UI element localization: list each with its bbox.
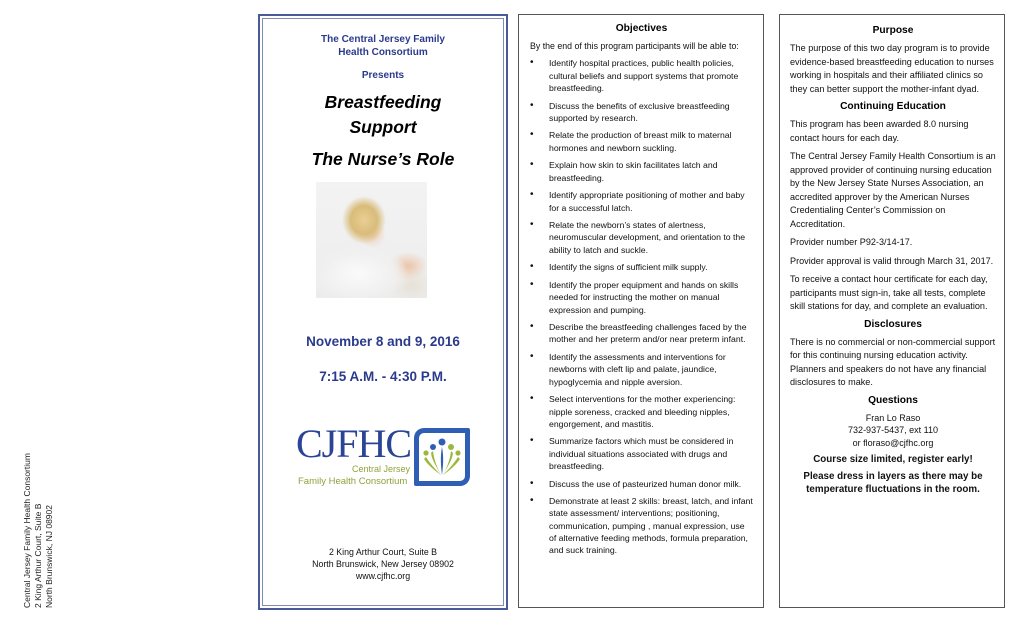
provider-number: Provider number P92-3/14-17. <box>790 237 913 247</box>
objective-item: • Select interventions for the mother experiencing: nipple soreness, cracked and bleeding nipples, engorgement, and mastitis. <box>530 393 753 430</box>
contact-email[interactable]: or floraso@cjfhc.org <box>852 437 934 448</box>
course-size-note: Course size limited, register early! <box>813 454 973 466</box>
logo-subtitle-line2: Family Health Consortium <box>298 476 408 487</box>
mailing-address-line: North Brunswick, NJ 08902 <box>44 505 54 608</box>
info-panel <box>779 14 1005 608</box>
logo-subtitle-line1: Central Jersey <box>351 464 410 474</box>
provider-approval: Provider approval is valid through March 31, 2017. <box>790 255 994 266</box>
dress-layers-note: Please dress in layers as there may be temperature fluctuations in the room. <box>803 471 983 496</box>
questions-heading: Questions <box>868 394 918 406</box>
certificate-requirements: To receive a contact hour certificate for each day, participants must sign-in, take all tests, complete skill stations for day, and complete an evaluation. <box>790 274 988 311</box>
contact-hours-text: This program has been awarded 8.0 nursing contact hours for each day. <box>790 119 969 143</box>
objective-item: • Explain how skin to skin facilitates latch and breastfeeding. <box>530 159 753 184</box>
disclosures-text: There is no commercial or non-commercial support for this continuing nursing education activity. Planners and speakers do not have any financial disclosures to make. <box>790 336 996 387</box>
provider-statement: The Central Jersey Family Health Consortium is an approved provider of continuing nursing education by the New Jersey State Nurses Association, an accredited approver by the American Nurses Credentialing Center’s Commission on Accreditation. <box>790 151 996 229</box>
objectives-intro: By the end of this program participants will be able to: <box>530 41 739 51</box>
purpose-heading: Purpose <box>872 25 914 36</box>
contact-phone[interactable]: 732-937-5437, ext 110 <box>848 425 938 436</box>
mailing-address-line: 2 King Arthur Court, Suite B <box>33 503 43 608</box>
objective-item: • Describe the breastfeeding challenges faced by the mother and her preterm and/or near preterm infant. <box>530 321 753 346</box>
family-figures-icon <box>414 428 470 486</box>
objective-item: • Identify the proper equipment and hands on skills needed for instructing the mother on manual expression and pumping. <box>530 279 753 316</box>
objective-item: • Identify hospital practices, public health policies, cultural beliefs and support systems that promote breastfeeding. <box>530 57 753 94</box>
disclosures-heading: Disclosures <box>864 318 922 330</box>
program-title <box>260 90 506 140</box>
address-line2: North Brunswick, New Jersey 08902 <box>312 559 454 569</box>
contact-info <box>790 412 996 450</box>
program-subtitle: The Nurse’s Role <box>311 149 455 169</box>
objectives-list <box>530 57 753 556</box>
program-title-line1: Breastfeeding <box>324 92 442 112</box>
organization-name-line2: Health Consortium <box>338 47 428 58</box>
objective-item: • Demonstrate at least 2 skills: breast, latch, and infant state assessment/ interventions; positioning, communication, pumping , manual expression, use of alternative feeding methods, formula preparation, and suck training. <box>530 495 753 556</box>
objective-item: • Summarize factors which must be considered in individual situations associated with drugs and breastfeeding. <box>530 435 753 472</box>
objective-item: • Discuss the use of pasteurized human donor milk. <box>530 478 753 490</box>
logo-letters: CJFHC <box>296 421 412 466</box>
continuing-education-heading: Continuing Education <box>840 101 946 112</box>
objective-item: • Relate the newborn’s states of alertness, neuromuscular development, and orientation to the ability to latch and suckle. <box>530 219 753 256</box>
presents-label: Presents <box>361 70 405 81</box>
breastfeeding-photo <box>316 182 427 298</box>
mailing-address-line: Central Jersey Family Health Consortium <box>22 453 32 608</box>
organization-address <box>260 546 506 582</box>
front-cover-panel <box>258 14 508 610</box>
cjfhc-logo <box>296 421 472 488</box>
objective-item: • Identify the signs of sufficient milk supply. <box>530 261 753 273</box>
objective-item: • Discuss the benefits of exclusive breastfeeding supported by research. <box>530 100 753 125</box>
objectives-heading: Objectives <box>615 23 668 34</box>
objective-item: • Relate the production of breast milk to maternal hormones and newborn suckling. <box>530 129 753 154</box>
website-link[interactable]: www.cjfhc.org <box>355 571 411 581</box>
organization-name-line1: The Central Jersey Family <box>321 34 445 45</box>
organization-name <box>260 33 506 59</box>
address-line1: 2 King Arthur Court, Suite B <box>328 547 438 557</box>
program-title-line2: Support <box>349 117 417 137</box>
program-time: 7:15 A.M. - 4:30 P.M. <box>319 369 447 384</box>
objective-item: • Identify appropriate positioning of mother and baby for a successful latch. <box>530 189 753 214</box>
mailing-address <box>22 408 62 608</box>
objective-item: • Identify the assessments and interventions for newborns with cleft lip and palate, jaundice, hypoglycemia and nipple aversion. <box>530 351 753 388</box>
objectives-panel <box>518 14 764 608</box>
purpose-text: The purpose of this two day program is to provide evidence-based breastfeeding education to nurses working in hospitals and their affiliated clinics so they can better support the mother-infant dyad. <box>790 43 994 94</box>
program-date: November 8 and 9, 2016 <box>306 334 460 349</box>
contact-name: Fran Lo Raso <box>865 412 921 423</box>
